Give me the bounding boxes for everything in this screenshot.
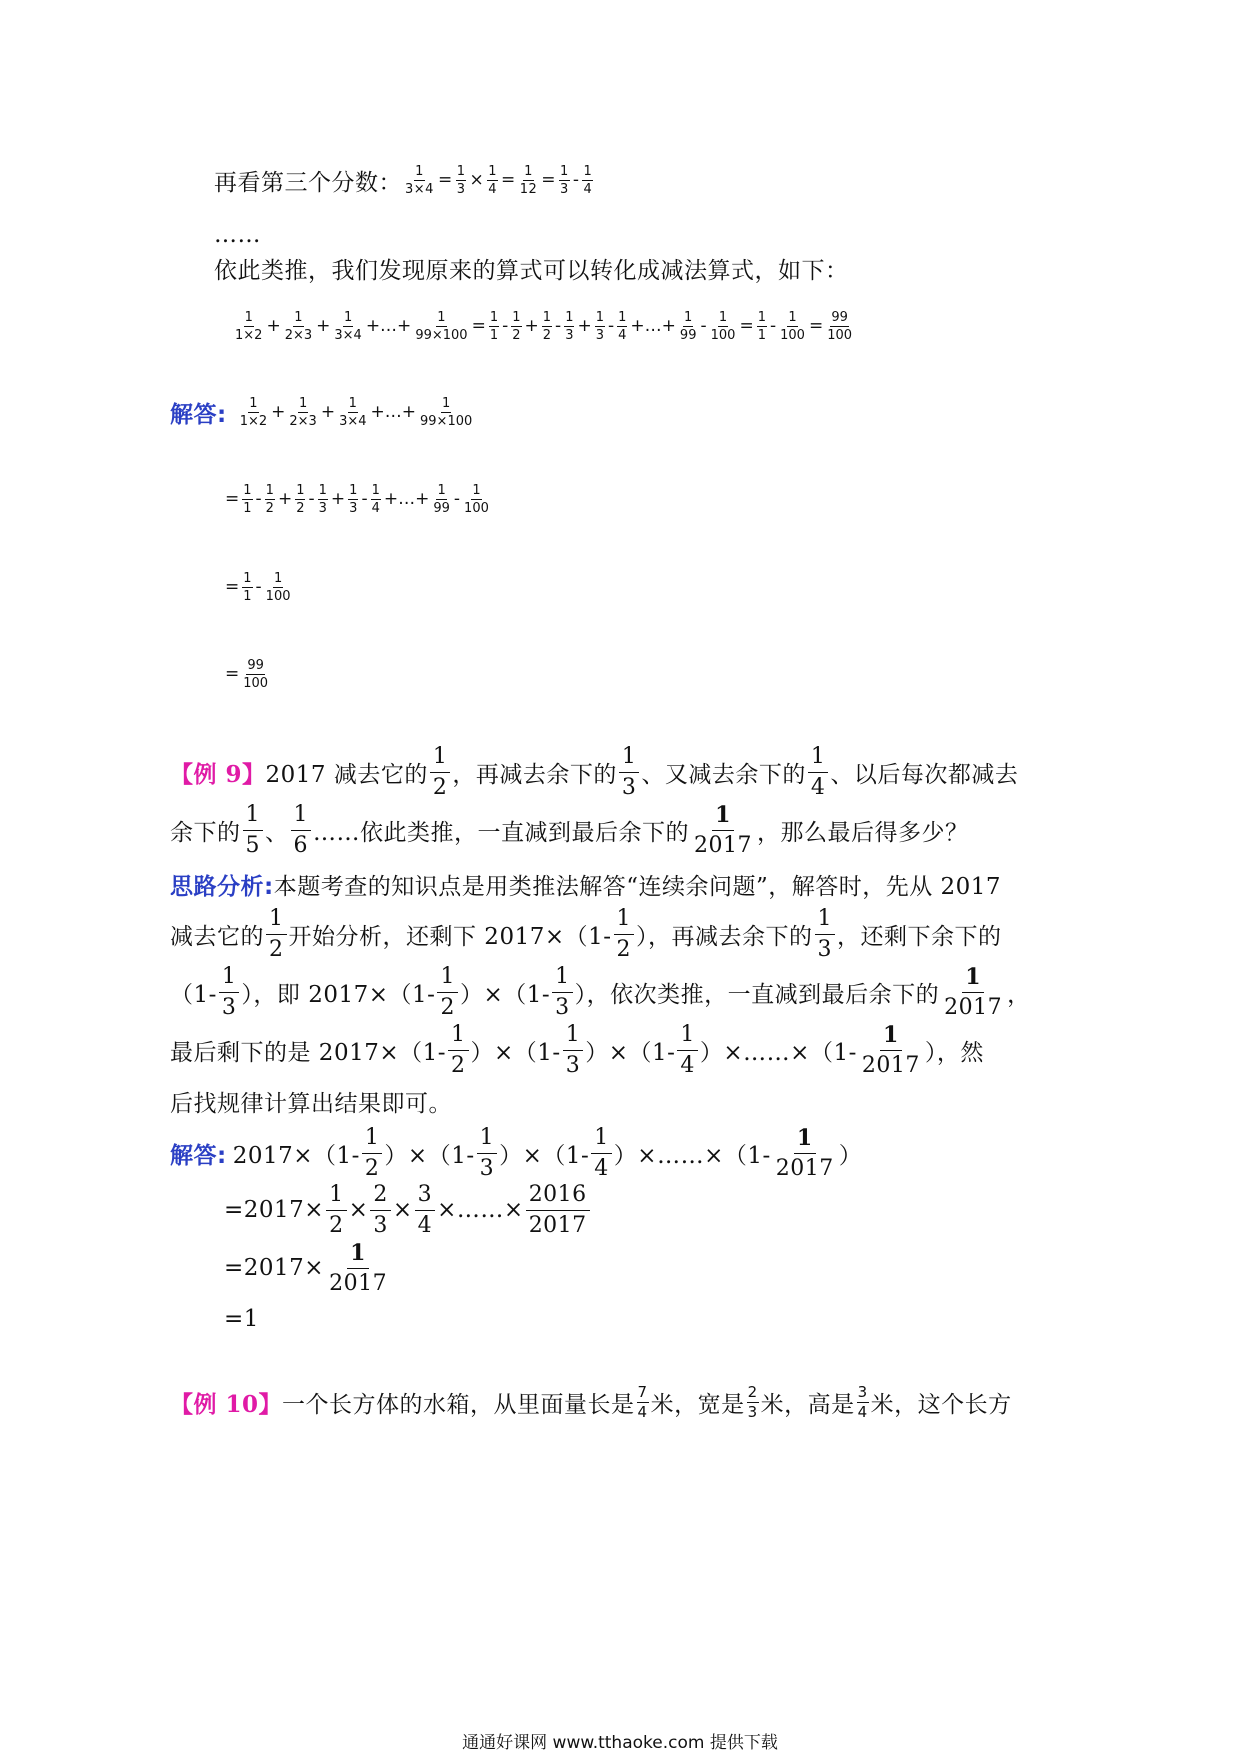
example9-line2: 余下的 $\frac{1}{5}$ 、 $\frac{1}{6}$ ……依此类推，一直减到最后余下的 $\frac{1}{2017}$ ，那么最后得多少？ bbox=[170, 801, 969, 858]
analysis-line2: 减去它的 $\frac{1}{2}$ 开始分析，还剩下 2017×（1- $\frac{1}{2}$ ），再减去余下的 $\frac{1}{3}$ ，还剩下余下的 bbox=[170, 905, 1002, 962]
example9-line1: 【例 9】 2017 减去它的 $\frac{1}{2}$ ，再减去余下的 $\frac{1}{3}$ 、又减去余下的 $\frac{1}{4}$ 、以后每次都减去 bbox=[170, 743, 1019, 800]
fraction: $\frac{1}{3}$ bbox=[560, 163, 569, 197]
solution1-line1: 解答: $\frac{1}{1\times 2}$ + $\frac{1}{2\times 3}$ + $\frac{1}{3\times 4}$ +…+ $\frac{1}{99\times 100}$ bbox=[170, 395, 473, 429]
example10-label: 【例 10】 bbox=[170, 1390, 283, 1418]
third-fraction-text: 再看第三个分数： bbox=[214, 169, 402, 196]
solution9-line2: =2017× $\frac{1}{2}$ × $\frac{2}{3}$ × $\frac{3}{4}$ ×……× $\frac{2016}{2017}$ bbox=[224, 1180, 592, 1240]
analysis-line3: （1- $\frac{1}{3}$ ），即 2017×（1- $\frac{1}{2}$ ）×（1- $\frac{1}{3}$ ），依次类推，一直减到最后余下的 $\frac{1}{2017}$ ， bbox=[170, 963, 1031, 1020]
example9-label: 【例 9】 bbox=[170, 760, 266, 788]
analysis-label: 思路分析: bbox=[170, 873, 274, 900]
solution1-line4: = $\frac{99}{100}$ bbox=[225, 657, 269, 691]
ellipsis-line: …… bbox=[214, 222, 261, 248]
fraction: $\frac{1}{3}$ bbox=[456, 163, 466, 197]
fraction: $\frac{1}{4}$ bbox=[488, 163, 497, 197]
page-footer: 通通好课网 www.tthaoke.com 提供下载 bbox=[462, 1733, 778, 1753]
example10-line1: 【例 10】 一个长方体的水箱，从里面量长是 $\frac{7}{4}$ 米，宽是 $\frac{2}{3}$ 米，高是 $\frac{3}{4}$ 米，这个长方 bbox=[170, 1382, 1012, 1421]
formula-line: $\frac{1}{1\times 2}$ + $\frac{1}{2\times 3}$ + $\frac{1}{3\times 4}$ +…+ $\frac{1}{99\times 100}$ = $\frac{1}{1}$ - $\frac{1}{2}$ + $\frac{1}{2}$ - $\frac{1}{3}$ + $\frac{1}{3}$ - $\frac{1}{4}$ +…+ $\frac{1}{99}$ - $\frac{1}{100}$ = $\frac{1}{1}$ - $\frac{1}{100}$ = $\frac{99}{100}$ bbox=[235, 309, 853, 343]
solution9-line3: =2017× $\frac{1}{2017}$ bbox=[224, 1239, 388, 1296]
solution1-line3: = $\frac{1}{1}$ - $\frac{1}{100}$ bbox=[225, 570, 291, 604]
solution1-line2: = $\frac{1}{1}$ - $\frac{1}{2}$ + $\frac{1}{2}$ - $\frac{1}{3}$ + $\frac{1}{3}$ - $\frac{1}{4}$ +…+ $\frac{1}{99}$ - $\frac{1}{100}$ bbox=[225, 482, 489, 516]
fraction: $\frac{1}{12}$ bbox=[519, 163, 538, 197]
fraction: $\frac{1}{3\times 4}$ bbox=[405, 163, 434, 197]
fraction: $\frac{1}{4}$ bbox=[583, 163, 593, 197]
third-fraction-line: 再看第三个分数： $\frac{1}{3\times 4}$ = $\frac{1}{3}$ × $\frac{1}{4}$ = $\frac{1}{12}$ = $\frac{1}{3}$ - $\frac{1}{4}$ bbox=[214, 163, 593, 197]
solution9-label: 解答: bbox=[170, 1142, 227, 1169]
analysis-line4: 最后剩下的是 2017×（1- $\frac{1}{2}$ ）×（1- $\frac{1}{3}$ ）×（1- $\frac{1}{4}$ ）×……×（1- $\frac{1}{2017}$ ），然 bbox=[170, 1021, 984, 1078]
solution9-line1: 解答: 2017×（1- $\frac{1}{2}$ ）×（1- $\frac{1}{3}$ ）×（1- $\frac{1}{4}$ ）×……×（1- $\frac{1}{2017}$ ） bbox=[170, 1124, 863, 1181]
analysis-line5: 后找规律计算出结果即可。 bbox=[170, 1090, 452, 1117]
analogy-line: 依此类推，我们发现原来的算式可以转化成减法算式，如下： bbox=[214, 258, 849, 284]
solution9-line4: =1 bbox=[224, 1306, 259, 1332]
analysis-line1: 思路分析: 本题考查的知识点是用类推法解答“连续余问题”，解答时，先从 2017 bbox=[170, 866, 1001, 902]
answer-label: 解答: bbox=[170, 401, 227, 428]
